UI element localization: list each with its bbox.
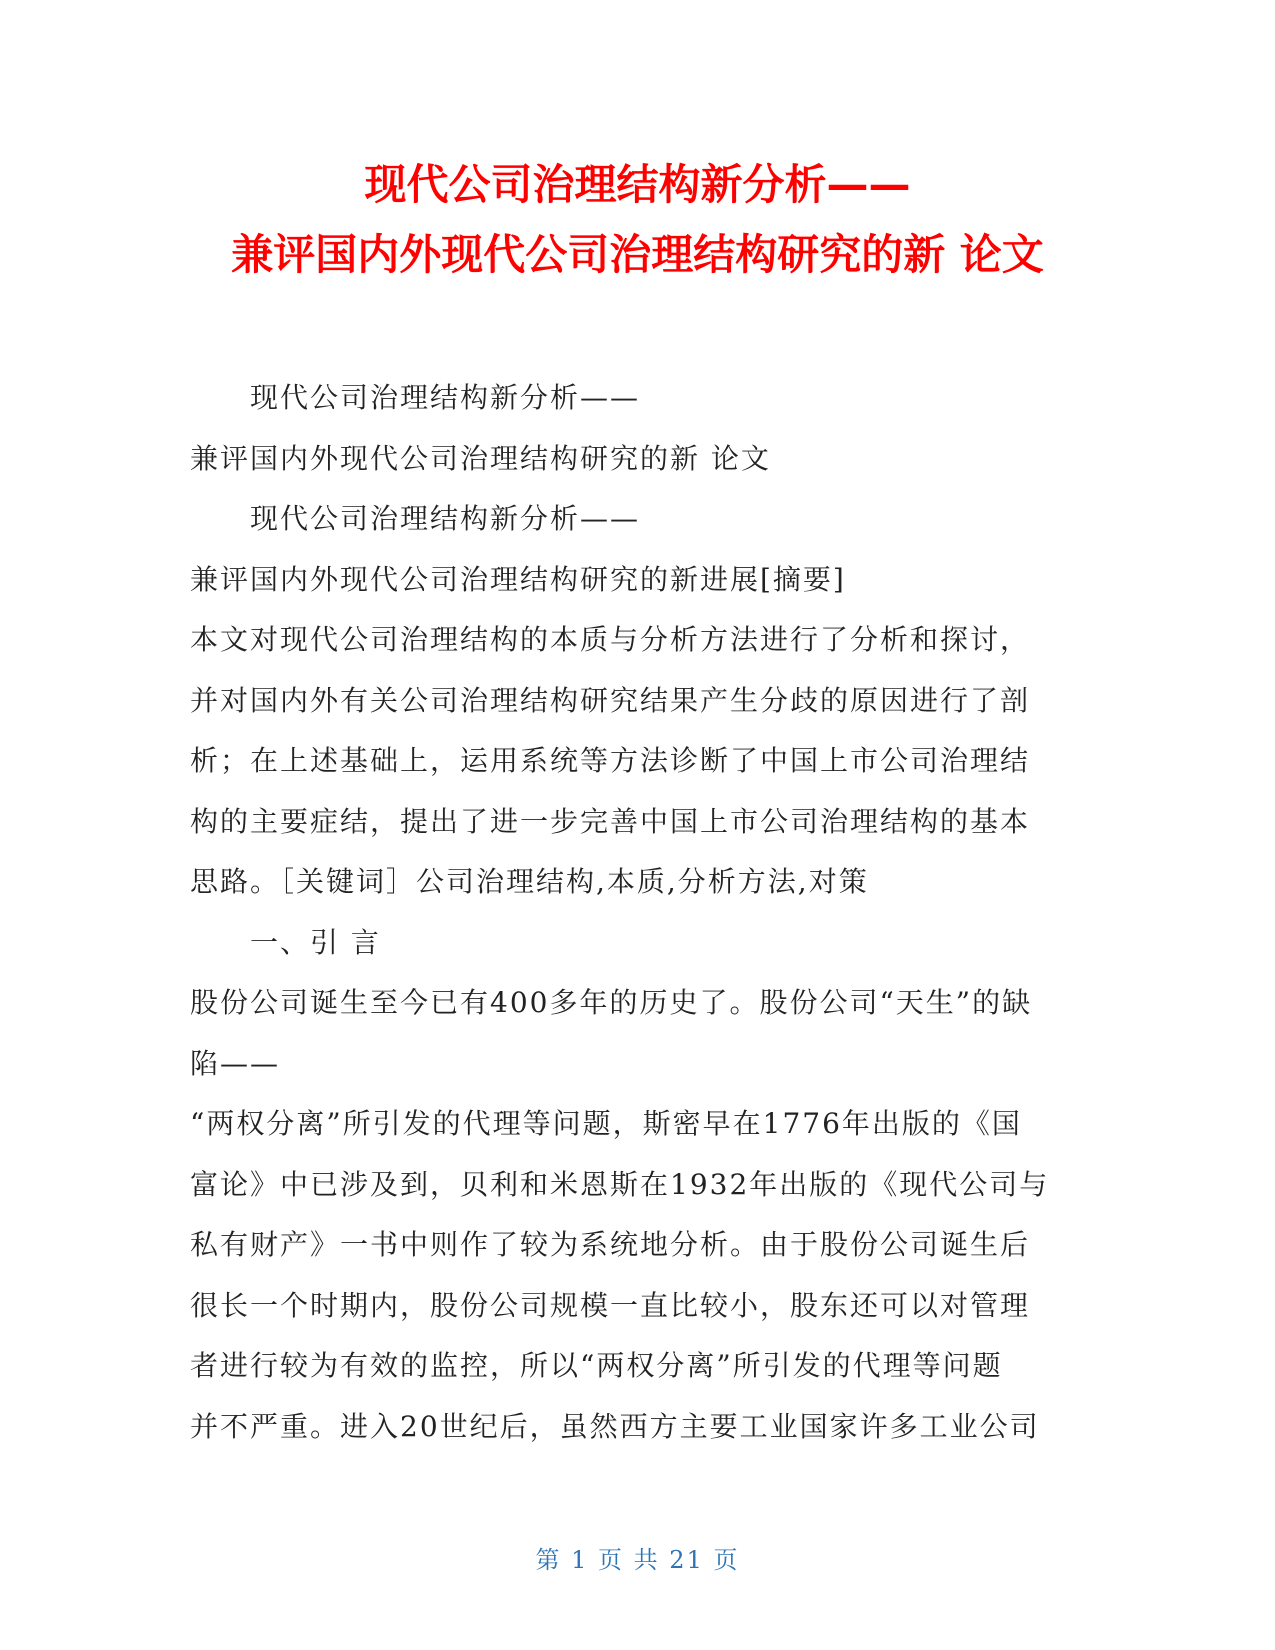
body-line: 者进行较为有效的监控，所以“两权分离”所引发的代理等问题: [190, 1349, 1003, 1382]
document-body: [190, 368, 1090, 1457]
body-line: 现代公司治理结构新分析——: [250, 381, 641, 414]
body-line: 陷——: [190, 1046, 281, 1080]
body-line: 私有财产》一书中则作了较为系统地分析。由于股份公司诞生后: [190, 1228, 1031, 1261]
body-line: 析；在上述基础上，运用系统等方法诊断了中国上市公司治理结: [190, 744, 1031, 777]
body-line: 股份公司诞生至今已有400多年的历史了。股份公司“天生”的缺: [190, 986, 1033, 1019]
section-heading: 一、引 言: [250, 925, 381, 959]
title-line-1: 现代公司治理结构新分析——: [364, 160, 911, 209]
body-line: “两权分离”所引发的代理等问题，斯密早在1776年出版的《国: [190, 1107, 1022, 1140]
body-line: 思路。［关键词］公司治理结构,本质,分析方法,对策: [190, 865, 869, 898]
body-line: 本文对现代公司治理结构的本质与分析方法进行了分析和探讨，: [190, 623, 1031, 656]
body-line: 兼评国内外现代公司治理结构研究的新进展[摘要]: [190, 562, 846, 596]
body-line: 现代公司治理结构新分析——: [250, 502, 641, 535]
body-line: 构的主要症结，提出了进一步完善中国上市公司治理结构的基本: [190, 804, 1031, 838]
body-line: 很长一个时期内，股份公司规模一直比较小，股东还可以对管理: [190, 1288, 1031, 1322]
document-title: [0, 150, 1275, 290]
body-line: 并对国内外有关公司治理结构研究结果产生分歧的原因进行了剖: [190, 683, 1031, 717]
page-footer: 第 1 页 共 21 页: [535, 1546, 740, 1574]
title-line-2: 兼评国内外现代公司治理结构研究的新 论文: [231, 230, 1044, 279]
body-line: 并不严重。进入20世纪后，虽然西方主要工业国家许多工业公司: [190, 1409, 1040, 1443]
body-line: 兼评国内外现代公司治理结构研究的新 论文: [190, 441, 771, 475]
body-line: 富论》中已涉及到，贝利和米恩斯在1932年出版的《现代公司与: [190, 1167, 1050, 1201]
